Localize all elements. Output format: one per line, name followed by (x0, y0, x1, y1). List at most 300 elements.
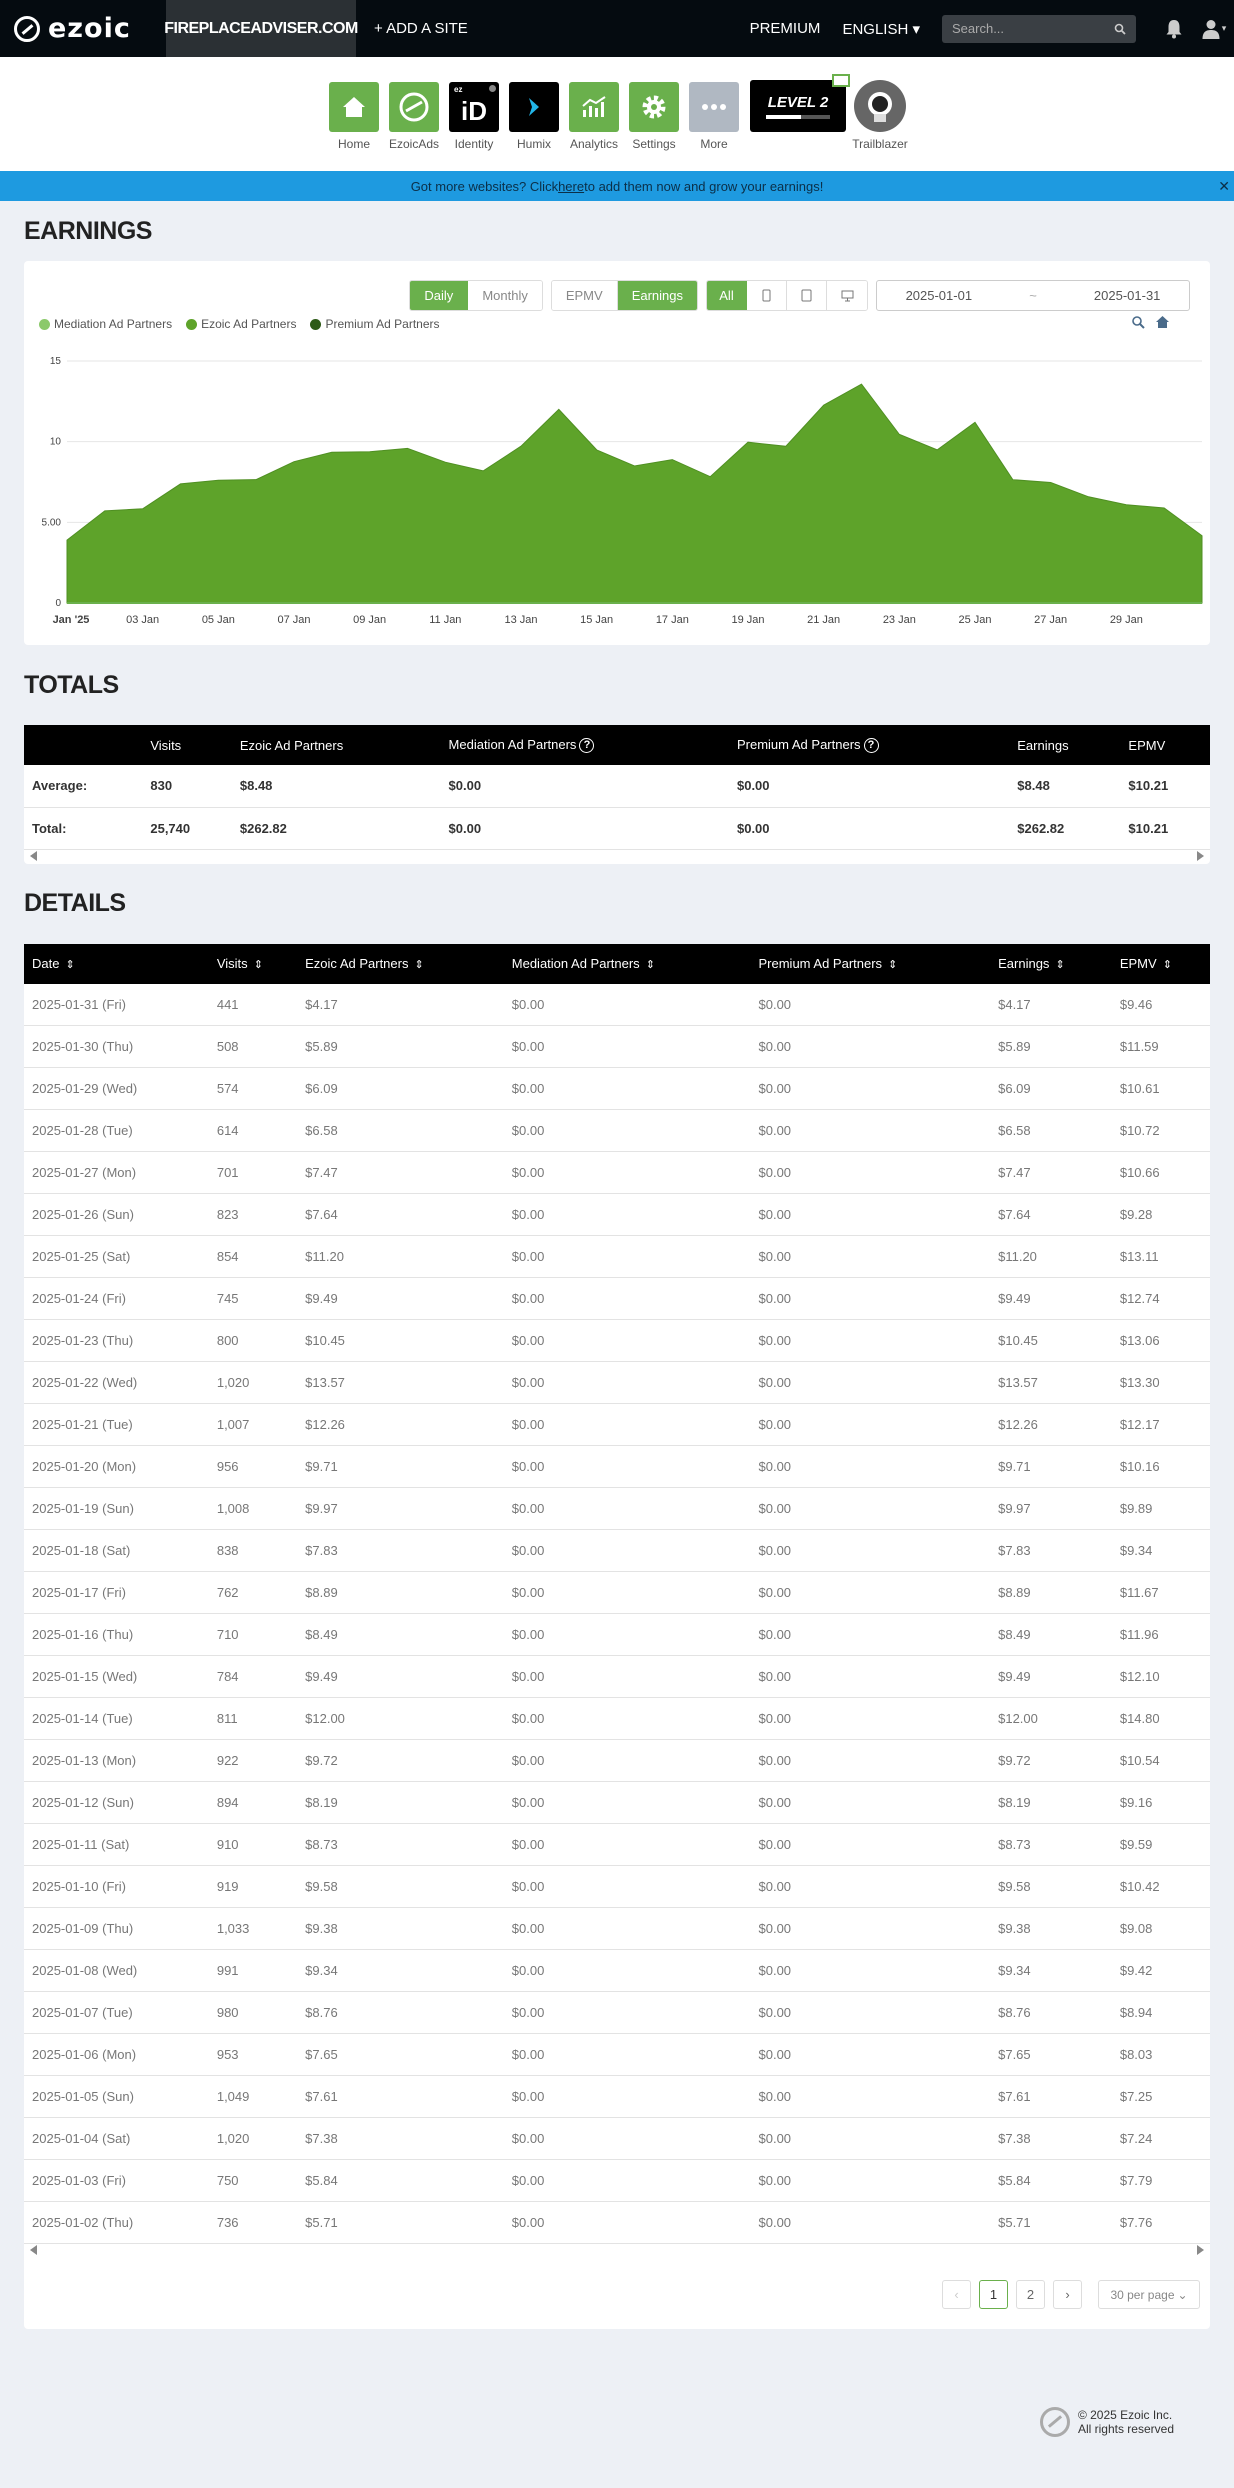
scroll-left-icon[interactable] (30, 851, 37, 861)
column-header[interactable] (751, 944, 991, 984)
column-header[interactable] (990, 944, 1112, 984)
table-cell: $0.00 (504, 1404, 751, 1446)
table-cell: $7.65 (990, 2034, 1112, 2076)
ezoic-logo[interactable] (0, 0, 166, 57)
monthly-button[interactable]: Monthly (468, 281, 542, 310)
table-cell: $7.64 (297, 1194, 504, 1236)
x-tick-label: 09 Jan (353, 614, 387, 626)
table-cell: $7.83 (297, 1530, 504, 1572)
table-cell: $5.84 (297, 2160, 504, 2202)
y-tick-label: 0 (55, 598, 61, 609)
table-cell: $0.00 (751, 1362, 991, 1404)
column-header[interactable] (209, 944, 297, 984)
table-cell: $5.71 (297, 2202, 504, 2244)
table-row (24, 1194, 1210, 1236)
table-cell: $9.72 (990, 1740, 1112, 1782)
table-cell: $0.00 (751, 1992, 991, 2034)
site-selector[interactable]: FIREPLACEADVISER.COM (166, 0, 356, 57)
table-cell: $0.00 (504, 1194, 751, 1236)
table-cell: $7.25 (1112, 2076, 1210, 2118)
table-cell: $0.00 (751, 1194, 991, 1236)
date-to: 2025-01-31 (1093, 288, 1161, 303)
table-cell: $0.00 (504, 1362, 751, 1404)
table-cell: 784 (209, 1656, 297, 1698)
totals-title: TOTALS (24, 670, 119, 699)
table-cell: $9.34 (297, 1950, 504, 1992)
table-cell: $8.76 (990, 1992, 1112, 2034)
table-cell: 894 (209, 1782, 297, 1824)
premium-link[interactable]: PREMIUM (749, 20, 821, 37)
table-cell: $0.00 (441, 765, 729, 807)
table-cell: 953 (209, 2034, 297, 2076)
table-row (24, 1614, 1210, 1656)
humix-icon (509, 82, 559, 132)
table-row (24, 1740, 1210, 1782)
table-cell: $5.71 (990, 2202, 1112, 2244)
table-cell: $10.45 (990, 1320, 1112, 1362)
table-cell: $12.26 (990, 1404, 1112, 1446)
column-header[interactable] (24, 944, 209, 984)
table-cell: $7.76 (1112, 2202, 1210, 2244)
table-cell: $0.00 (504, 1782, 751, 1824)
level-indicator (750, 80, 846, 132)
ezoicads-icon (389, 82, 439, 132)
language-dropdown[interactable]: ENGLISH ▾ (842, 20, 920, 38)
help-icon[interactable]: ? (864, 738, 879, 753)
table-cell: $0.00 (751, 1530, 991, 1572)
table-cell: $9.49 (990, 1278, 1112, 1320)
table-cell: 2025-01-21 (Tue) (24, 1404, 209, 1446)
table-cell: $0.00 (441, 807, 729, 849)
table-cell: $9.72 (297, 1740, 504, 1782)
date-separator: ~ (1029, 288, 1037, 303)
table-cell: $0.00 (751, 1866, 991, 1908)
details-table (24, 944, 1210, 2245)
column-header-label: Premium Ad Partners (736, 736, 861, 752)
analytics-icon (569, 82, 619, 132)
table-cell: $0.00 (751, 1782, 991, 1824)
table-row (24, 1992, 1210, 2034)
column-header[interactable] (1112, 944, 1210, 984)
table-cell: 800 (209, 1320, 297, 1362)
table-cell: 2025-01-10 (Fri) (24, 1866, 209, 1908)
banner-text-end: to add them now and grow your earnings! (584, 178, 824, 194)
horizontal-scrollbar[interactable] (24, 850, 1210, 864)
table-cell: $262.82 (232, 807, 441, 849)
app-more[interactable] (688, 82, 740, 171)
table-cell: $10.54 (1112, 1740, 1210, 1782)
table-cell: $0.00 (751, 1446, 991, 1488)
user-icon[interactable]: ▾ (1194, 19, 1234, 39)
table-cell: $0.00 (751, 984, 991, 1026)
device-toggle (706, 280, 868, 311)
table-cell: $9.97 (990, 1488, 1112, 1530)
table-cell: $6.09 (990, 1068, 1112, 1110)
table-cell: $0.00 (504, 1026, 751, 1068)
column-header-label: Mediation Ad Partners ⇕ (512, 956, 655, 971)
table-cell: $9.49 (990, 1656, 1112, 1698)
table-cell: 2025-01-24 (Fri) (24, 1278, 209, 1320)
table-cell: $0.00 (504, 1068, 751, 1110)
table-cell: $8.48 (1009, 765, 1120, 807)
app-settings[interactable] (628, 82, 680, 171)
table-cell: $0.00 (504, 1530, 751, 1572)
table-row (24, 2034, 1210, 2076)
table-cell: $0.00 (751, 1614, 991, 1656)
table-cell: $9.16 (1112, 1782, 1210, 1824)
table-cell: 2025-01-28 (Tue) (24, 1110, 209, 1152)
table-cell: 980 (209, 1992, 297, 2034)
table-cell: $0.00 (504, 1446, 751, 1488)
app-identity[interactable] (448, 82, 500, 171)
table-cell: 574 (209, 1068, 297, 1110)
table-cell: $0.00 (751, 1824, 991, 1866)
table-cell: $12.00 (297, 1698, 504, 1740)
per-page-select[interactable]: 30 per page ⌄ (1098, 2280, 1200, 2309)
page-button[interactable]: 2 (1016, 2280, 1045, 2309)
column-header-label: Visits (150, 737, 182, 753)
table-cell: 919 (209, 1866, 297, 1908)
x-tick-label: 29 Jan (1109, 614, 1143, 626)
table-cell: $0.00 (751, 1908, 991, 1950)
app-home[interactable] (328, 82, 380, 171)
column-header-label: Earnings (1017, 737, 1069, 753)
table-cell: 2025-01-06 (Mon) (24, 2034, 209, 2076)
x-tick-label: Jan '25 (52, 614, 90, 626)
scroll-right-icon[interactable] (1197, 2245, 1204, 2255)
home-reset-icon[interactable] (1155, 315, 1170, 329)
app-ezoicads[interactable] (388, 82, 440, 171)
table-cell: $0.00 (504, 984, 751, 1026)
table-cell: 830 (142, 765, 232, 807)
table-cell: $9.46 (1112, 984, 1210, 1026)
table-row (24, 1950, 1210, 1992)
table-cell: $11.96 (1112, 1614, 1210, 1656)
table-cell: $12.74 (1112, 1278, 1210, 1320)
scroll-left-icon[interactable] (30, 2245, 37, 2255)
legend-item[interactable] (186, 317, 296, 331)
table-cell: $0.00 (504, 1992, 751, 2034)
app-label: More (700, 137, 728, 151)
column-header-label: Earnings ⇕ (998, 956, 1065, 971)
app-trailblazer[interactable] (854, 82, 906, 171)
table-cell: 838 (209, 1530, 297, 1572)
table-cell: 701 (209, 1152, 297, 1194)
table-row (24, 1320, 1210, 1362)
bell-icon[interactable] (1154, 19, 1194, 39)
table-cell: $5.89 (297, 1026, 504, 1068)
table-cell: $8.89 (297, 1572, 504, 1614)
app-label: Humix (516, 137, 551, 151)
table-row (24, 1530, 1210, 1572)
close-icon[interactable]: ✕ (1218, 178, 1230, 194)
table-cell: $7.47 (297, 1152, 504, 1194)
table-cell: 2025-01-09 (Thu) (24, 1908, 209, 1950)
table-cell: $262.82 (1009, 807, 1120, 849)
table-cell: 25,740 (142, 807, 232, 849)
table-cell: $0.00 (751, 2118, 991, 2160)
table-cell: $13.06 (1112, 1320, 1210, 1362)
app-label: Settings (632, 137, 676, 151)
table-cell: $0.00 (504, 2076, 751, 2118)
app-humix[interactable] (508, 82, 560, 171)
epmv-button[interactable]: EPMV (552, 281, 618, 310)
earnings-area-chart (24, 351, 1210, 641)
table-cell: $0.00 (729, 807, 1009, 849)
table-cell: $0.00 (504, 1614, 751, 1656)
table-cell: 2025-01-31 (Fri) (24, 984, 209, 1026)
legend-item[interactable] (310, 317, 439, 331)
search-input[interactable] (942, 15, 1136, 43)
x-tick-label: 25 Jan (958, 614, 992, 626)
column-header (729, 725, 1009, 765)
table-cell: $8.73 (990, 1824, 1112, 1866)
zoom-icon[interactable] (1131, 315, 1145, 329)
y-tick-label: 15 (49, 356, 61, 367)
table-cell: $7.61 (297, 2076, 504, 2118)
help-icon[interactable]: ? (579, 738, 594, 753)
table-row (24, 1026, 1210, 1068)
table-row (24, 1698, 1210, 1740)
table-cell: $8.19 (297, 1782, 504, 1824)
table-cell: $9.59 (1112, 1824, 1210, 1866)
table-cell: $14.80 (1112, 1698, 1210, 1740)
column-header-label: Mediation Ad Partners (448, 736, 577, 752)
table-cell: $7.65 (297, 2034, 504, 2076)
table-cell: $8.94 (1112, 1992, 1210, 2034)
table-cell: $9.58 (990, 1866, 1112, 1908)
scroll-right-icon[interactable] (1197, 851, 1204, 861)
footer-rights: All rights reserved (1077, 2422, 1174, 2436)
table-cell: 991 (209, 1950, 297, 1992)
table-cell: 811 (209, 1698, 297, 1740)
trailblazer-avatar-icon (854, 80, 906, 132)
table-cell: $0.00 (504, 1656, 751, 1698)
more-dots-icon (689, 82, 739, 132)
desktop-icon[interactable] (827, 281, 867, 310)
table-cell: 2025-01-15 (Wed) (24, 1656, 209, 1698)
table-cell: 2025-01-18 (Sat) (24, 1530, 209, 1572)
ezoic-footer-logo-icon (1040, 2407, 1070, 2437)
table-cell: 2025-01-12 (Sun) (24, 1782, 209, 1824)
table-cell: $11.20 (990, 1236, 1112, 1278)
table-cell: $10.66 (1112, 1152, 1210, 1194)
table-row (24, 1068, 1210, 1110)
column-header (1009, 725, 1120, 765)
table-cell: $9.71 (990, 1446, 1112, 1488)
details-title: DETAILS (24, 889, 126, 917)
totals-card (24, 725, 1210, 864)
table-cell: $10.72 (1112, 1110, 1210, 1152)
table-cell: $13.11 (1112, 1236, 1210, 1278)
table-cell: 1,008 (209, 1488, 297, 1530)
table-cell: $0.00 (504, 1110, 751, 1152)
all-devices-button[interactable]: All (707, 281, 747, 310)
table-cell: $0.00 (751, 1068, 991, 1110)
table-row (24, 2076, 1210, 2118)
table-cell: $9.89 (1112, 1488, 1210, 1530)
level-label: LEVEL 2 (767, 93, 829, 111)
table-cell: 1,033 (209, 1908, 297, 1950)
table-cell: $7.83 (990, 1530, 1112, 1572)
table-cell: $0.00 (751, 1026, 991, 1068)
table-cell: $4.17 (990, 984, 1112, 1026)
table-row (24, 1908, 1210, 1950)
chart-legend (39, 317, 440, 331)
table-cell: $7.24 (1112, 2118, 1210, 2160)
table-cell: $10.21 (1120, 807, 1210, 849)
column-header[interactable] (297, 944, 504, 984)
table-cell: $12.26 (297, 1404, 504, 1446)
table-row (24, 1488, 1210, 1530)
table-cell: $0.00 (751, 1488, 991, 1530)
table-cell: $0.00 (751, 1950, 991, 1992)
table-cell: $0.00 (504, 1320, 751, 1362)
table-row (24, 1278, 1210, 1320)
table-row (24, 1572, 1210, 1614)
search-icon[interactable] (1114, 23, 1126, 35)
table-cell: $6.58 (297, 1110, 504, 1152)
table-row (24, 1152, 1210, 1194)
column-header[interactable] (504, 944, 751, 984)
area-series-ezoic (67, 384, 1202, 603)
table-cell: $7.38 (990, 2118, 1112, 2160)
table-cell: $8.49 (297, 1614, 504, 1656)
table-cell: 1,020 (209, 1362, 297, 1404)
banner-link[interactable]: here (558, 178, 585, 194)
column-header-label: EPMV ⇕ (1120, 956, 1172, 971)
table-cell: $0.00 (504, 1950, 751, 1992)
date-range-picker[interactable] (876, 280, 1190, 311)
table-cell: Average: (24, 765, 142, 807)
mobile-icon[interactable] (747, 281, 787, 310)
table-cell: $8.49 (990, 1614, 1112, 1656)
table-cell: $0.00 (504, 1698, 751, 1740)
period-toggle (409, 280, 542, 311)
level-badge[interactable] (750, 82, 846, 171)
y-tick-label: 10 (49, 436, 61, 448)
table-cell: $10.21 (1120, 765, 1210, 807)
table-cell: $9.34 (990, 1950, 1112, 1992)
table-cell: $9.28 (1112, 1194, 1210, 1236)
mail-icon[interactable] (832, 74, 850, 87)
horizontal-scrollbar[interactable] (24, 2244, 1210, 2258)
table-cell: 508 (209, 1026, 297, 1068)
tablet-icon[interactable] (787, 281, 827, 310)
x-tick-label: 07 Jan (277, 614, 311, 626)
table-cell: $0.00 (504, 2160, 751, 2202)
table-cell: $7.38 (297, 2118, 504, 2160)
table-cell: $0.00 (751, 1740, 991, 1782)
legend-item[interactable] (39, 317, 172, 331)
table-cell: $11.67 (1112, 1572, 1210, 1614)
next-page-button[interactable]: › (1053, 2280, 1082, 2309)
table-cell: $10.61 (1112, 1068, 1210, 1110)
table-cell: $0.00 (504, 1866, 751, 1908)
daily-button[interactable]: Daily (410, 281, 468, 310)
app-analytics[interactable] (568, 82, 620, 171)
table-cell: 2025-01-17 (Fri) (24, 1572, 209, 1614)
table-row (24, 1866, 1210, 1908)
table-row (24, 1404, 1210, 1446)
table-cell: $4.17 (297, 984, 504, 1026)
table-cell: 910 (209, 1824, 297, 1866)
table-cell: $9.38 (297, 1908, 504, 1950)
table-cell: 736 (209, 2202, 297, 2244)
column-header-label: Visits ⇕ (217, 956, 263, 971)
table-cell: 710 (209, 1614, 297, 1656)
table-cell: 2025-01-14 (Tue) (24, 1698, 209, 1740)
table-row (24, 765, 1210, 807)
table-cell: $11.59 (1112, 1026, 1210, 1068)
totals-table (24, 725, 1210, 850)
table-row (24, 1362, 1210, 1404)
table-cell: $9.38 (990, 1908, 1112, 1950)
table-cell: $0.00 (751, 1236, 991, 1278)
table-cell: $0.00 (751, 1572, 991, 1614)
x-tick-label: 05 Jan (201, 614, 235, 626)
x-tick-label: 23 Jan (882, 614, 916, 626)
table-cell: $0.00 (751, 1404, 991, 1446)
table-row (24, 1656, 1210, 1698)
table-cell: $8.89 (990, 1572, 1112, 1614)
table-cell: 750 (209, 2160, 297, 2202)
column-header-label: EPMV (1128, 737, 1166, 753)
table-cell: $0.00 (504, 2202, 751, 2244)
add-site-link[interactable]: + ADD A SITE (374, 20, 468, 37)
column-header-label: Date ⇕ (32, 956, 75, 971)
table-cell: $13.30 (1112, 1362, 1210, 1404)
table-cell: 2025-01-16 (Thu) (24, 1614, 209, 1656)
search-placeholder: Search... (952, 21, 1005, 36)
column-header (142, 725, 232, 765)
table-cell: $9.42 (1112, 1950, 1210, 1992)
table-cell: 2025-01-25 (Sat) (24, 1236, 209, 1278)
earnings-title: EARNINGS (24, 216, 152, 245)
table-cell: 614 (209, 1110, 297, 1152)
table-cell: 823 (209, 1194, 297, 1236)
table-cell: 762 (209, 1572, 297, 1614)
prev-page-button[interactable]: ‹ (942, 2280, 971, 2309)
table-row (24, 1782, 1210, 1824)
table-cell: 2025-01-22 (Wed) (24, 1362, 209, 1404)
table-cell: $0.00 (504, 1824, 751, 1866)
table-cell: $13.57 (297, 1362, 504, 1404)
table-row (24, 1110, 1210, 1152)
x-tick-label: 21 Jan (807, 614, 841, 626)
column-header (441, 725, 729, 765)
table-cell: 2025-01-27 (Mon) (24, 1152, 209, 1194)
legend-label: Mediation Ad Partners (54, 317, 173, 331)
table-cell: $0.00 (504, 2118, 751, 2160)
earnings-button[interactable]: Earnings (618, 281, 697, 310)
table-cell: 2025-01-29 (Wed) (24, 1068, 209, 1110)
table-cell: $8.73 (297, 1824, 504, 1866)
table-cell: $12.00 (990, 1698, 1112, 1740)
date-from: 2025-01-01 (905, 288, 973, 303)
page-button[interactable]: 1 (979, 2280, 1008, 2309)
table-cell: 2025-01-02 (Thu) (24, 2202, 209, 2244)
column-header (232, 725, 441, 765)
table-cell: $5.84 (990, 2160, 1112, 2202)
table-cell: $9.49 (297, 1278, 504, 1320)
table-cell: $11.20 (297, 1236, 504, 1278)
details-card (24, 944, 1210, 2330)
table-cell: $0.00 (751, 1656, 991, 1698)
table-cell: $10.16 (1112, 1446, 1210, 1488)
table-cell: $0.00 (751, 2202, 991, 2244)
x-tick-label: 13 Jan (504, 614, 538, 626)
